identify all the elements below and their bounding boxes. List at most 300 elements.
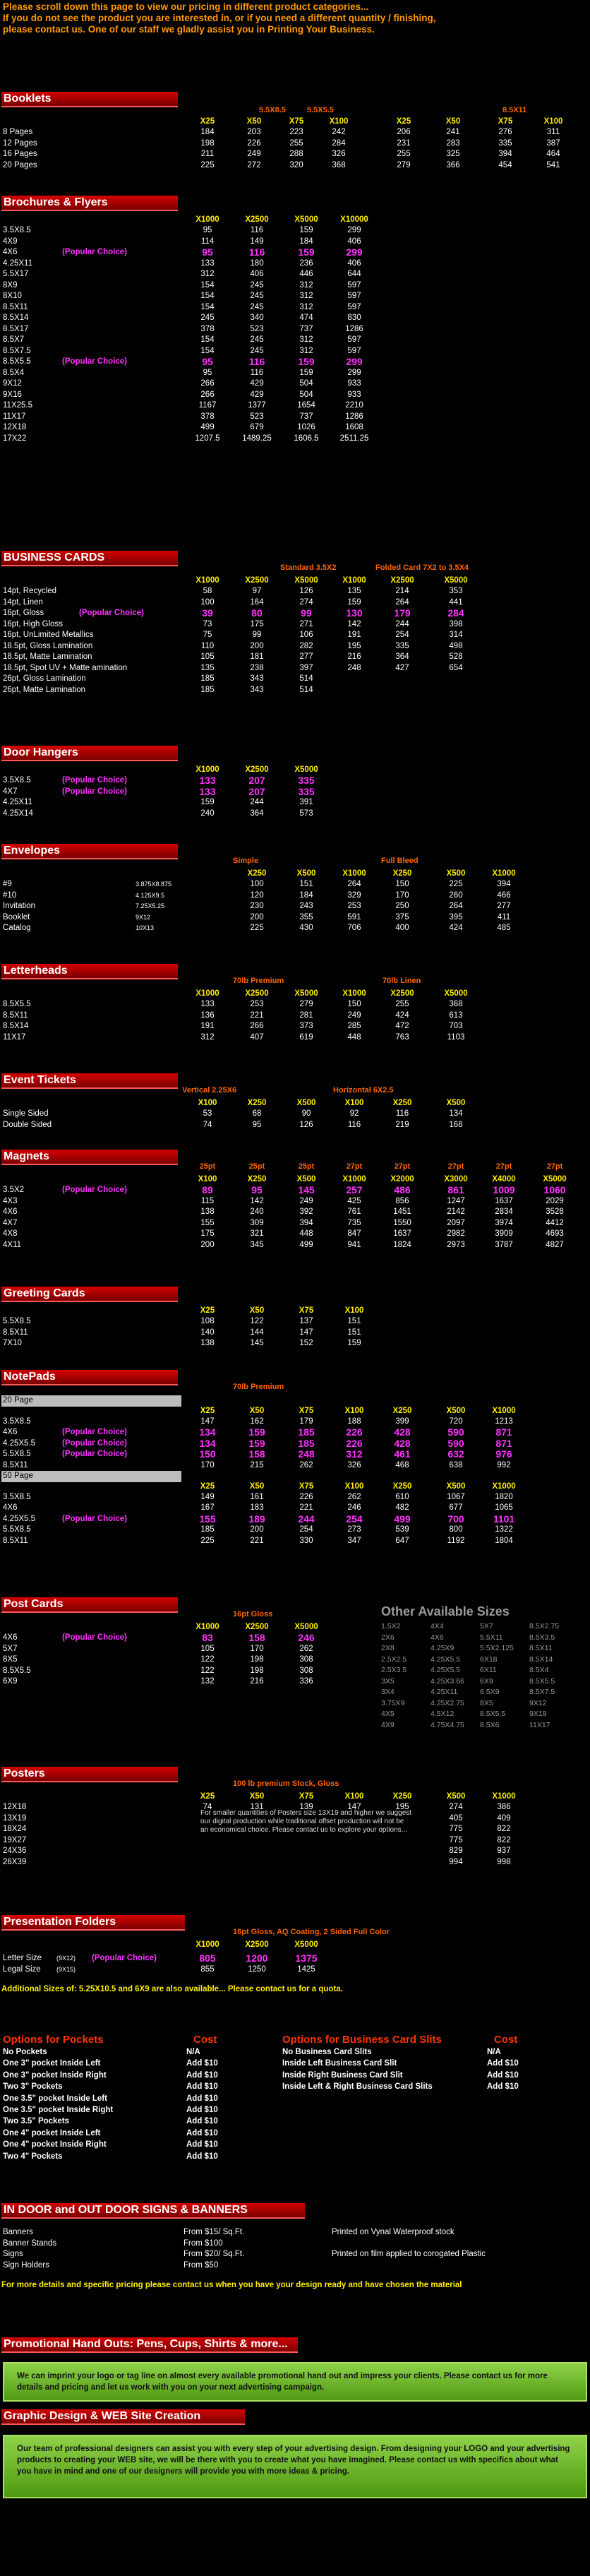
price-cell: 116 (248, 356, 265, 367)
price-cell: 1425 (297, 1964, 315, 1974)
row-label: 4.25X14 (3, 809, 33, 818)
price-cell: 597 (347, 346, 361, 355)
price-cell: 159 (298, 246, 315, 258)
price-cell: 378 (200, 324, 215, 333)
slit-cost: Add $10 (487, 2082, 519, 2092)
price-cell: 326 (347, 1460, 361, 1469)
column-header: X75 (299, 1481, 314, 1491)
price-cell: 170 (395, 890, 409, 900)
price-cell: 246 (347, 1503, 361, 1512)
price-cell: 145 (250, 1339, 264, 1347)
size-option: 11X17 (529, 1720, 550, 1729)
row-label: Sign Holders (3, 2260, 49, 2270)
price-cell: 150 (347, 1000, 361, 1008)
price-cell: 147 (200, 1417, 215, 1426)
column-header: X2500 (245, 215, 269, 224)
price-cell: 74 (203, 1120, 212, 1129)
table-row (1, 291, 589, 302)
table-row (1, 685, 589, 696)
letterheads-section (1, 964, 589, 1043)
price-cell: 114 (200, 237, 215, 246)
folders-section (1, 1915, 589, 1993)
column-headers (1, 1792, 589, 1802)
design-box (3, 2435, 587, 2498)
price-cell: 763 (395, 1032, 409, 1042)
table-row (1, 999, 589, 1010)
column-header: X250 (392, 869, 412, 878)
price-cell: 185 (200, 685, 215, 694)
price-cell: 142 (250, 1196, 264, 1205)
table-row (1, 619, 589, 631)
price-cell: 126 (299, 1120, 313, 1129)
price-cell: 2973 (447, 1240, 465, 1249)
price-cell: 262 (299, 1644, 313, 1653)
row-label: Banners (3, 2228, 33, 2236)
row-label: 4.25X5.5 (3, 1438, 36, 1448)
group-linen: 70lb Linen (383, 977, 421, 985)
price-cell: 4693 (546, 1229, 564, 1238)
price-cell: 154 (200, 292, 215, 300)
column-header: X75 (498, 117, 513, 126)
price-cell: 253 (250, 1000, 264, 1008)
table-row (1, 1438, 589, 1450)
door-hangers-section (1, 746, 589, 819)
group-headers (1, 566, 589, 576)
price-cell: 151 (299, 880, 313, 888)
column-header: X5000 (294, 215, 318, 224)
price-cell: 312 (200, 1032, 215, 1042)
price-cell: 191 (200, 1022, 215, 1030)
envelopes-section (1, 844, 589, 934)
row-label: 12X18 (3, 423, 27, 431)
price-cell: 158 (248, 1448, 265, 1460)
pocket-cost: Add $10 (186, 2140, 218, 2149)
price-cell: 309 (250, 1218, 264, 1227)
column-header: X75 (299, 1406, 314, 1415)
price-cell: 170 (250, 1644, 264, 1653)
price-cell: 428 (394, 1426, 411, 1438)
price-cell: 122 (200, 1655, 215, 1664)
price-cell: 135 (200, 663, 215, 672)
price-cell: 677 (449, 1503, 463, 1512)
pocket-option: One 4" pocket Inside Right (3, 2140, 107, 2149)
price-cell: 937 (497, 1847, 511, 1855)
size-option: 4.25X3.66 (431, 1676, 464, 1686)
price-cell: 115 (200, 1196, 215, 1205)
price-cell: 394 (497, 880, 511, 888)
price-cell: 214 (395, 587, 409, 595)
price-cell: 499 (200, 423, 215, 431)
size-option: 2.5X3.5 (381, 1666, 407, 1674)
price-cell: 274 (299, 597, 313, 607)
price-cell: 1637 (495, 1196, 513, 1205)
table-row (1, 2227, 589, 2238)
magnets-title: Magnets (1, 1150, 178, 1165)
column-header: X500 (296, 1175, 316, 1183)
price-cell: 706 (347, 924, 361, 932)
booklets-section (1, 92, 589, 171)
price-cell: 397 (299, 663, 313, 672)
price-cell: 95 (202, 246, 213, 258)
column-header: X2500 (245, 1623, 269, 1631)
column-header: X25 (200, 1481, 215, 1491)
price-cell: 185 (298, 1437, 315, 1449)
price-cell: 398 (449, 619, 463, 628)
table-row (1, 1514, 589, 1525)
table-row (1, 1109, 589, 1120)
signs-footer: For more details and specific pricing please contact us when you have your design ready and have chosen the material (1, 2281, 462, 2289)
price-cell: 1608 (345, 423, 363, 431)
size-option: 1.5X2 (381, 1622, 401, 1630)
price-cell: 130 (346, 607, 363, 619)
group-headers (1, 107, 589, 117)
row-label: Catalog (3, 924, 31, 932)
folders-note: Additional Sizes of: 5.25X10.5 and 6X9 are also available... Please contact us for a quota. (1, 1985, 343, 1993)
price-cell: 90 (301, 1109, 311, 1118)
price-cell: 219 (395, 1120, 409, 1129)
price-cell: 257 (346, 1184, 363, 1195)
price-cell: 75 (203, 631, 212, 639)
price-cell: 238 (250, 663, 264, 672)
price-cell: 775 (449, 1825, 463, 1833)
column-header: X5000 (444, 576, 468, 585)
row-label: 12X18 (3, 1803, 27, 1811)
table-row (1, 1857, 589, 1868)
price-cell: 325 (446, 150, 460, 158)
price-cell: 644 (347, 270, 361, 278)
business-cards-section (1, 551, 589, 696)
price-cell: 144 (250, 1328, 264, 1337)
price-cell: 184 (200, 128, 215, 136)
price-cell: 330 (299, 1536, 313, 1545)
price-cell: 108 (200, 1317, 215, 1325)
price-cell: 74 (203, 1803, 212, 1811)
group-gloss: 16pt Gloss (233, 1610, 273, 1618)
size-option: 9X18 (529, 1710, 547, 1718)
row-label: 5.5X17 (3, 270, 29, 278)
popular-choice-tag: (Popular Choice) (79, 609, 145, 617)
size-group: 5.5X8.5 (259, 106, 286, 114)
price-cell: 800 (449, 1525, 463, 1534)
price-cell: 126 (299, 587, 313, 595)
row-label: 19X27 (3, 1835, 27, 1844)
table-row (1, 160, 589, 172)
column-header: X2500 (245, 989, 269, 998)
price-cell: 142 (347, 619, 361, 628)
column-header: X5000 (444, 989, 468, 998)
row-label: 8X5 (3, 1655, 18, 1664)
price-cell: 245 (250, 302, 264, 311)
column-header: X250 (247, 1099, 267, 1107)
table-row (1, 1417, 589, 1428)
price-cell: 203 (247, 128, 261, 136)
price-cell: 2511.25 (339, 434, 369, 443)
price-cell: 822 (497, 1825, 511, 1833)
price-cell: 58 (203, 587, 212, 595)
notepads-section (1, 1370, 589, 1546)
price-cell: 1606.5 (294, 434, 319, 443)
popular-choice-tag: (Popular Choice) (62, 357, 128, 366)
column-header: X500 (446, 1792, 466, 1801)
price-cell: 159 (248, 1426, 265, 1438)
column-headers (1, 576, 589, 586)
price-cell: 855 (200, 1964, 215, 1974)
price-cell: 392 (299, 1208, 313, 1216)
price-cell: 345 (250, 1240, 264, 1249)
column-headers (1, 1407, 589, 1417)
price-cell: 499 (394, 1513, 411, 1525)
table-row (1, 1460, 589, 1472)
row-size: (9X15) (56, 1965, 76, 1973)
price-cell: 221 (250, 1010, 264, 1020)
price-cell: 133 (200, 258, 215, 268)
table-row (1, 258, 589, 270)
column-header: X4000 (492, 1175, 516, 1183)
column-headers (1, 117, 589, 127)
price-cell: 183 (250, 1503, 264, 1512)
row-price: From $20/ Sq.Ft. (183, 2250, 245, 2258)
table-row (1, 586, 589, 597)
price-cell: 405 (449, 1813, 463, 1823)
price-cell: 1377 (248, 401, 266, 410)
price-cell: 335 (298, 775, 315, 786)
column-header: X25 (200, 1792, 215, 1801)
table-row (1, 390, 589, 401)
price-cell: 428 (394, 1437, 411, 1449)
table-row (1, 412, 589, 423)
price-cell: 191 (347, 631, 361, 639)
row-label: 11X25.5 (3, 401, 32, 410)
price-cell: 427 (395, 663, 409, 672)
price-cell: 411 (497, 912, 511, 922)
price-cell: 198 (200, 138, 215, 148)
price-cell: 116 (248, 246, 265, 258)
price-cell: 368 (449, 1000, 463, 1008)
table-row (1, 324, 589, 335)
price-cell: 244 (250, 798, 264, 806)
price-cell: 226 (247, 138, 261, 148)
price-cell: 737 (299, 324, 313, 333)
table-row (1, 652, 589, 663)
table-row (1, 663, 589, 674)
group-headers (1, 859, 589, 869)
column-headers (1, 989, 589, 999)
post-cards-section (1, 1597, 589, 1729)
column-header: X100 (344, 1792, 364, 1801)
column-header: X5000 (294, 1940, 318, 1949)
price-cell: 1286 (345, 324, 363, 333)
price-cell: 394 (498, 150, 512, 158)
price-cell: 145 (298, 1184, 315, 1195)
promo-text: We can imprint your logo or tag line on almost every available promotional hand out and impress your clients. Please contact us for more details and pricing and let us work with you on your next advertising campaign. (17, 2372, 548, 2392)
column-header: X3000 (444, 1175, 468, 1183)
price-cell: 1247 (447, 1196, 465, 1205)
size-option: 8.5X11 (529, 1644, 553, 1652)
column-header: X1000 (195, 576, 219, 585)
price-cell: 200 (250, 641, 264, 650)
price-cell: 308 (299, 1666, 313, 1675)
row-size: 3.875X8.875 (136, 881, 172, 888)
row-label: Letter Size (3, 1954, 42, 1962)
price-cell: 277 (497, 902, 511, 910)
price-cell: 189 (248, 1513, 265, 1525)
size-option: 8X5 (480, 1698, 493, 1707)
row-label: 8.5X11 (3, 1010, 28, 1020)
price-cell: 207 (248, 785, 265, 797)
column-header: X5000 (294, 765, 318, 774)
table-row (1, 346, 589, 357)
pocket-option: Two 3" Pockets (3, 2082, 63, 2092)
popular-choice-tag: (Popular Choice) (92, 1954, 157, 1962)
spacer (1, 2219, 589, 2227)
column-header: X1000 (195, 1940, 219, 1949)
pocket-cost: N/A (186, 2048, 200, 2056)
row-label: 4X3 (3, 1196, 18, 1205)
price-cell: 425 (347, 1196, 361, 1205)
price-cell: 597 (347, 292, 361, 300)
size-option: 4.25X5.5 (431, 1666, 461, 1674)
price-cell: 998 (497, 1857, 511, 1866)
price-cell: 285 (347, 1022, 361, 1030)
row-size: 4.125X9.5 (136, 891, 165, 899)
table-row (1, 1536, 589, 1547)
posters-note: For smaller quantities of Posters size 13X19 and higher we suggest our digital production while traditional offset production will not be an economical choice. Please contact us to explore your options... (200, 1809, 412, 1834)
popular-choice-tag: (Popular Choice) (62, 787, 128, 796)
column-header: X2500 (245, 765, 269, 774)
promo-box (3, 2362, 587, 2402)
price-cell: 245 (250, 292, 264, 300)
column-header: X25 (200, 1406, 215, 1415)
table-row (1, 2249, 589, 2260)
price-cell: 262 (347, 1492, 361, 1501)
row-label: 13X19 (3, 1813, 27, 1823)
thickness-label: 27pt (346, 1162, 363, 1171)
table-row (1, 138, 589, 150)
pocket-option: One 4" pocket Inside Left (3, 2128, 101, 2137)
price-cell: 284 (447, 607, 464, 619)
row-label: 8.5X4 (3, 368, 25, 377)
price-cell: 976 (495, 1448, 512, 1460)
price-cell: 597 (347, 335, 361, 344)
price-cell: 225 (200, 1536, 215, 1545)
size-option: 3.75X9 (381, 1698, 405, 1707)
price-cell: 1451 (393, 1208, 411, 1216)
table-row (1, 1525, 589, 1536)
price-cell: 1489.25 (242, 434, 272, 443)
table-row (1, 1846, 589, 1857)
price-cell: 254 (346, 1513, 363, 1525)
table-row (1, 1449, 589, 1460)
price-cell: 454 (498, 160, 512, 169)
price-cell: 83 (202, 1632, 213, 1643)
column-header: X1000 (342, 1175, 366, 1183)
row-label: 26pt, Matte Lamination (3, 685, 85, 694)
price-cell: 271 (299, 619, 313, 628)
price-cell: 95 (252, 1120, 262, 1129)
row-label: 6X9 (3, 1677, 18, 1686)
price-cell: 312 (200, 270, 215, 278)
column-header: X25 (200, 117, 215, 126)
price-cell: 116 (250, 226, 264, 234)
row-label: 4X6 (3, 248, 18, 256)
price-cell: 245 (200, 314, 215, 322)
column-header: X500 (446, 1481, 466, 1491)
row-price: From $100 (183, 2238, 223, 2248)
price-cell: 871 (495, 1426, 512, 1438)
price-cell: 151 (347, 1317, 361, 1325)
table-row (1, 630, 589, 641)
price-cell: 2982 (447, 1229, 465, 1238)
size-option: 3X4 (381, 1688, 395, 1696)
column-header: X50 (249, 1306, 265, 1315)
table-row (1, 434, 589, 445)
price-cell: 299 (346, 356, 363, 367)
size-option: 8.5X6 (480, 1720, 500, 1729)
price-cell: 226 (346, 1437, 363, 1449)
row-label: 14pt, Recycled (3, 587, 57, 595)
column-header: X2500 (245, 576, 269, 585)
table-row (1, 1120, 589, 1131)
table-row (1, 1328, 589, 1339)
price-cell: 133 (199, 785, 216, 797)
table-row (1, 1218, 589, 1229)
price-cell: 4827 (546, 1240, 564, 1249)
price-cell: 1820 (495, 1492, 513, 1501)
size-option: 6X9 (480, 1676, 493, 1686)
price-cell: 429 (250, 379, 264, 388)
price-cell: 262 (299, 1460, 313, 1469)
price-cell: 175 (250, 619, 264, 628)
price-cell: 216 (250, 1677, 264, 1686)
signs-section (1, 2203, 589, 2289)
price-cell: 735 (347, 1218, 361, 1227)
price-cell: 254 (395, 631, 409, 639)
row-label: Single Sided (3, 1109, 49, 1118)
price-cell: 378 (200, 412, 215, 421)
thickness-label: 25pt (199, 1162, 216, 1171)
price-cell: 254 (299, 1525, 313, 1534)
row-label: 16pt, High Gloss (3, 619, 64, 628)
price-cell: 279 (299, 1000, 313, 1008)
price-cell: 312 (299, 335, 313, 344)
brochures-title: Brochures & Flyers (1, 196, 178, 211)
column-header: X500 (296, 869, 316, 878)
table-row (1, 1492, 589, 1503)
slit-cost: N/A (487, 2048, 501, 2056)
brochures-section (1, 196, 589, 444)
price-cell: 1192 (447, 1536, 465, 1545)
price-cell: 514 (299, 674, 313, 683)
group-headers (1, 1385, 589, 1395)
price-cell: 541 (546, 160, 560, 169)
column-header: X50 (249, 1406, 265, 1415)
column-header: X5000 (294, 576, 318, 585)
price-cell: 240 (200, 809, 215, 818)
column-headers (1, 1306, 589, 1316)
size-option: 4X6 (431, 1633, 444, 1642)
column-header: X5000 (294, 989, 318, 998)
row-label: 5.5X8.5 (3, 1450, 31, 1458)
size-option: 4.25X2.75 (431, 1698, 464, 1707)
column-header: X2500 (390, 576, 414, 585)
price-cell: 591 (347, 912, 361, 922)
column-header: X75 (289, 117, 304, 126)
price-cell: 225 (250, 924, 264, 932)
table-row (1, 674, 589, 685)
table-row (1, 335, 589, 346)
price-cell: 1804 (495, 1536, 513, 1545)
popular-choice-tag: (Popular Choice) (62, 248, 128, 256)
